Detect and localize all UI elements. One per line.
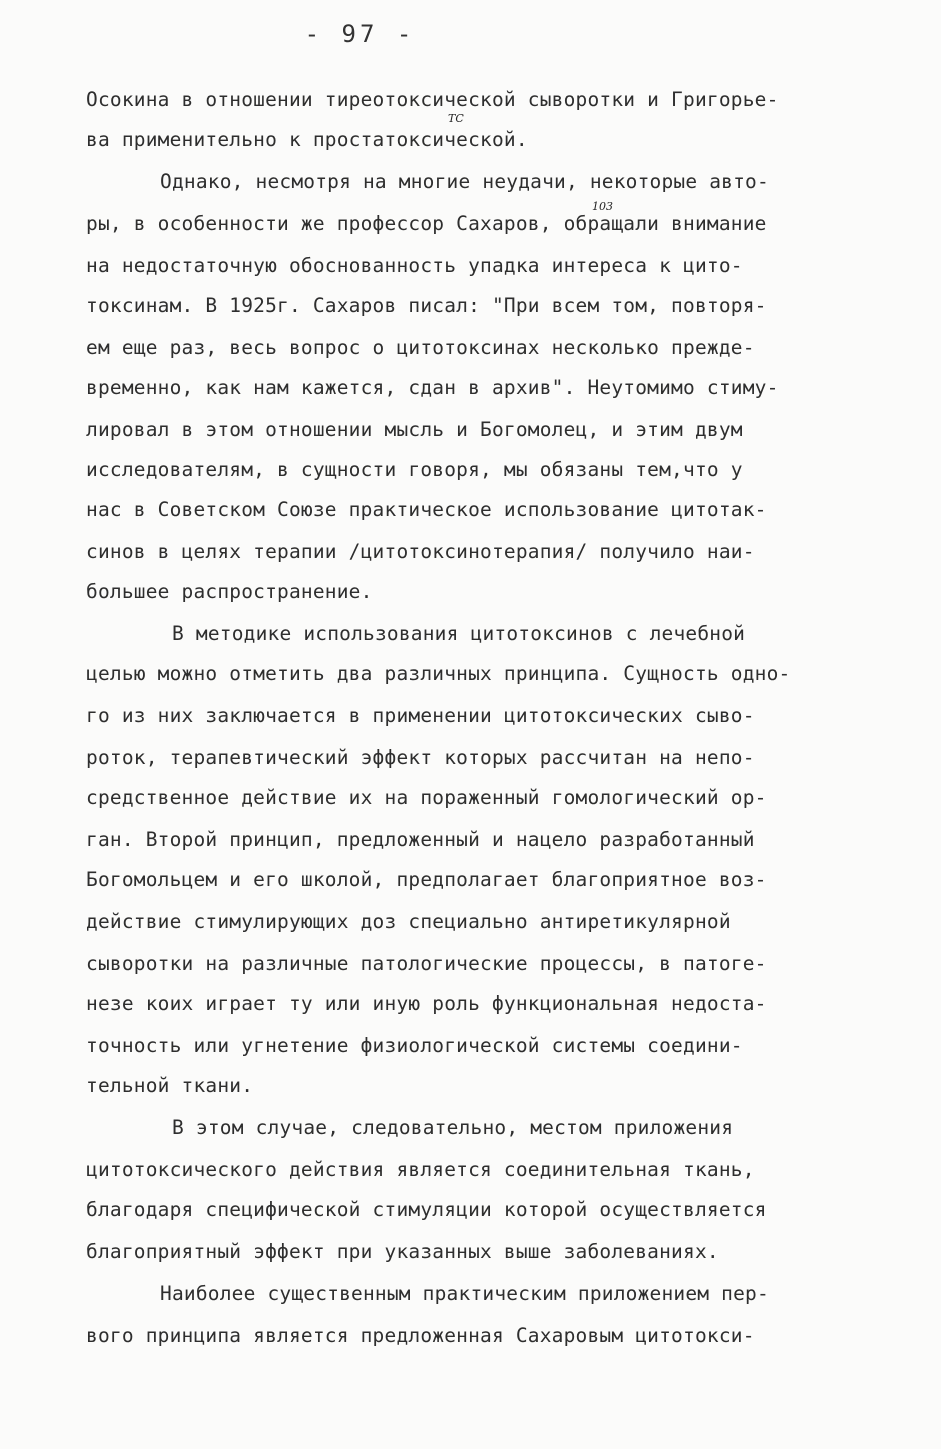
text-line: В этом случае, следовательно, местом приложения (172, 1116, 734, 1139)
text-line: лировал в этом отношении мысль и Богомолец, и этим двум (86, 418, 743, 441)
text-line: незе коих играет ту или иную роль функциональная недоста- (86, 992, 767, 1015)
text-line: ем еще раз, весь вопрос о цитотоксинах несколько прежде- (86, 336, 755, 359)
text-line: средственное действие их на пораженный гомологический ор- (86, 786, 767, 809)
text-line: ры, в особенности же профессор Сахаров, обращали внимание (86, 212, 767, 235)
page-number: - 97 - (304, 20, 416, 48)
text-line: цитотоксического действия является соединительная ткань, (86, 1158, 755, 1181)
text-line: Осокина в отношении тиреотоксической сыворотки и Григорье- (86, 88, 779, 111)
text-line: токсинам. В 1925г. Сахаров писал: "При всем том, повторя- (86, 294, 767, 317)
text-line: благоприятный эффект при указанных выше заболеваниях. (86, 1240, 719, 1263)
text-line: вого принципа является предложенная Сахаровым цитотокси- (86, 1324, 755, 1347)
text-line: ган. Второй принцип, предложенный и нацело разработанный (86, 828, 755, 851)
text-line: исследователям, в сущности говоря, мы обязаны тем,что у (86, 458, 743, 481)
footnote-mark: 103 (592, 200, 613, 213)
text-line: на недостаточную обоснованность упадка интереса к цито- (86, 254, 743, 277)
text-line: тельной ткани. (86, 1074, 254, 1097)
text-line: сыворотки на различные патологические процессы, в патоге- (86, 952, 767, 975)
text-line: целью можно отметить два различных принципа. Сущность одно- (86, 662, 791, 685)
text-line: Наиболее существенным практическим приложением пер- (160, 1282, 769, 1305)
text-line: большее распространение. (86, 580, 373, 603)
text-line: благодаря специфической стимуляции которой осуществляется (86, 1198, 767, 1221)
text-line: Однако, несмотря на многие неудачи, некоторые авто- (160, 170, 769, 193)
text-line: действие стимулирующих доз специально антиретикулярной (86, 910, 731, 933)
text-line: точность или угнетение физиологической системы соедини- (86, 1034, 743, 1057)
text-line: ва применительно к простатоксической. (86, 128, 528, 151)
text-line: В методике использования цитотоксинов с лечебной (172, 622, 746, 645)
text-line: временно, как нам кажется, сдан в архив". Неутомимо стиму- (86, 376, 779, 399)
text-line: Богомольцем и его школой, предполагает благоприятное воз- (86, 868, 767, 891)
text-line: синов в целях терапии /цитотоксинотерапия/ получило наи- (86, 540, 755, 563)
text-line: го из них заключается в применении цитотоксических сыво- (86, 704, 755, 727)
text-line: нас в Советском Союзе практическое использование цитотак- (86, 498, 767, 521)
correction-mark: ТС (448, 112, 464, 125)
text-line: роток, терапевтический эффект которых рассчитан на непо- (86, 746, 755, 769)
